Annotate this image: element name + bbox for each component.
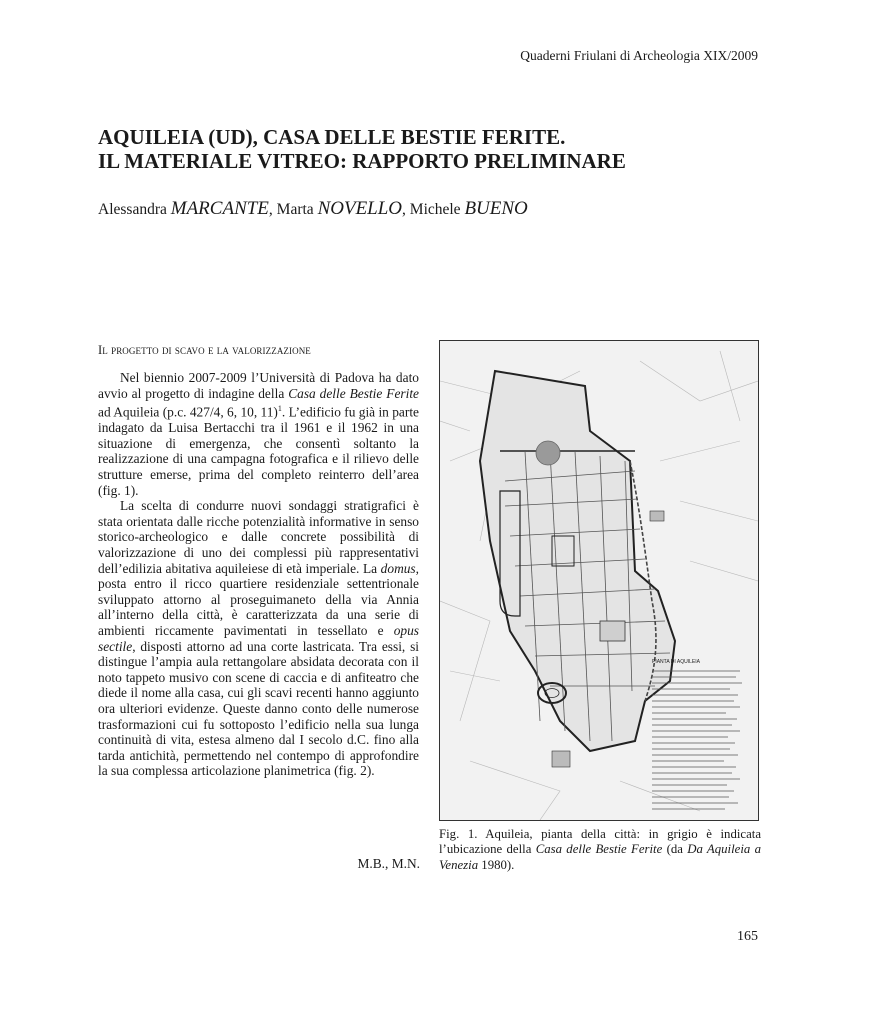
legend-title: PIANTA DI AQUILEIA [652, 659, 700, 665]
author-first-name: Michele [409, 201, 461, 218]
text-run: . L’edificio fu già in parte indagato da Luisa Bertacchi tra il 1961 e il 1962 in una situazione di emergenza, che consentì soltanto la realizzazione di una campagna fotografica e il rilievo delle strutture emerse, prima del completo reinterro dell’area (fig. 1). [98, 404, 419, 498]
figure-map [439, 340, 759, 821]
italic-run: Casa delle Bestie Ferite [535, 842, 663, 857]
italic-run: domus [380, 560, 416, 576]
italic-run: Casa delle Bestie Ferite [288, 385, 419, 401]
paragraph-1 [98, 370, 419, 498]
text-run: ad Aquileia (p.c. 427/4, 6, 10, 11) [98, 404, 278, 420]
article-title [98, 125, 778, 173]
page-number: 165 [737, 929, 758, 944]
signature: M.B., M.N. [357, 856, 420, 871]
author-last-name: NOVELLO [317, 198, 403, 219]
text-run: Nel biennio 2007-2009 l’Università di Padova ha dato avvio al progetto di indagine della [98, 370, 419, 401]
text-run: (da [662, 842, 688, 857]
text-run: , disposti attorno ad una corte lastricata. Tra essi, si distingue l’ampia aula rettangolare absidata decorata con il noto tappeto musivo con scene di caccia e di anfiteatro che diede il nome alla casa, cui gli scavi recenti hanno aggiunto ora ulteriori evidenze. Queste danno conto delle numerose trasformazioni cui fu sottoposto l’edificio nella sua lunga continuità di vita, estesa almeno dal I secolo d.C. fino alla tarda antichità, permettendo nel contempo di approfondire la sua complessa articolazione planimetrica (fig. 2). [98, 638, 419, 779]
footnote-ref[interactable]: 1 [277, 404, 282, 414]
author-first-name: Alessandra [98, 201, 167, 218]
authors [98, 198, 528, 220]
figure-caption [439, 827, 761, 873]
text-run: Fig. 1. Aquileia, pianta della città: in grigio è indicata l’ubicazione della [439, 827, 761, 857]
author-first-name: Marta [276, 201, 314, 218]
journal-header: Quaderni Friulani di Archeologia XIX/2009 [520, 48, 758, 63]
paragraph-2 [98, 498, 419, 779]
title-line-1: AQUILEIA (UD), CASA DELLE BESTIE FERITE. [98, 125, 566, 149]
city-map-illustration [440, 341, 758, 820]
author-separator: , [268, 201, 277, 218]
text-run: , posta entro il ricco quartiere residenziale settentrionale sviluppato attorno al proseguimaneto della via Annia all’interno della città, è caratterizzata da una serie di ambienti riccamente pavimentati in tessellato e [98, 560, 419, 638]
body-text [98, 370, 419, 779]
text-run: 1980). [478, 857, 515, 872]
author-last-name: MARCANTE [170, 198, 269, 219]
section-heading: Il progetto di scavo e la valorizzazione [98, 343, 311, 357]
italic-run: Da Aquileia a Venezia [439, 842, 761, 872]
title-line-2: IL MATERIALE VITREO: RAPPORTO PRELIMINARE [98, 149, 626, 173]
italic-run: opus sectile [98, 622, 419, 654]
author-separator: , [402, 201, 410, 218]
author-last-name: BUENO [464, 198, 528, 219]
text-run: La scelta di condurre nuovi sondaggi stratigrafici è stata orientata dalle ricche potenzialità informative in senso storico-archeologico e dalle concrete possibilità di valorizzazione di uno dei complessi più rappresentativi dell’edilizia abitativa aquileiese di età imperiale. La [98, 498, 419, 576]
